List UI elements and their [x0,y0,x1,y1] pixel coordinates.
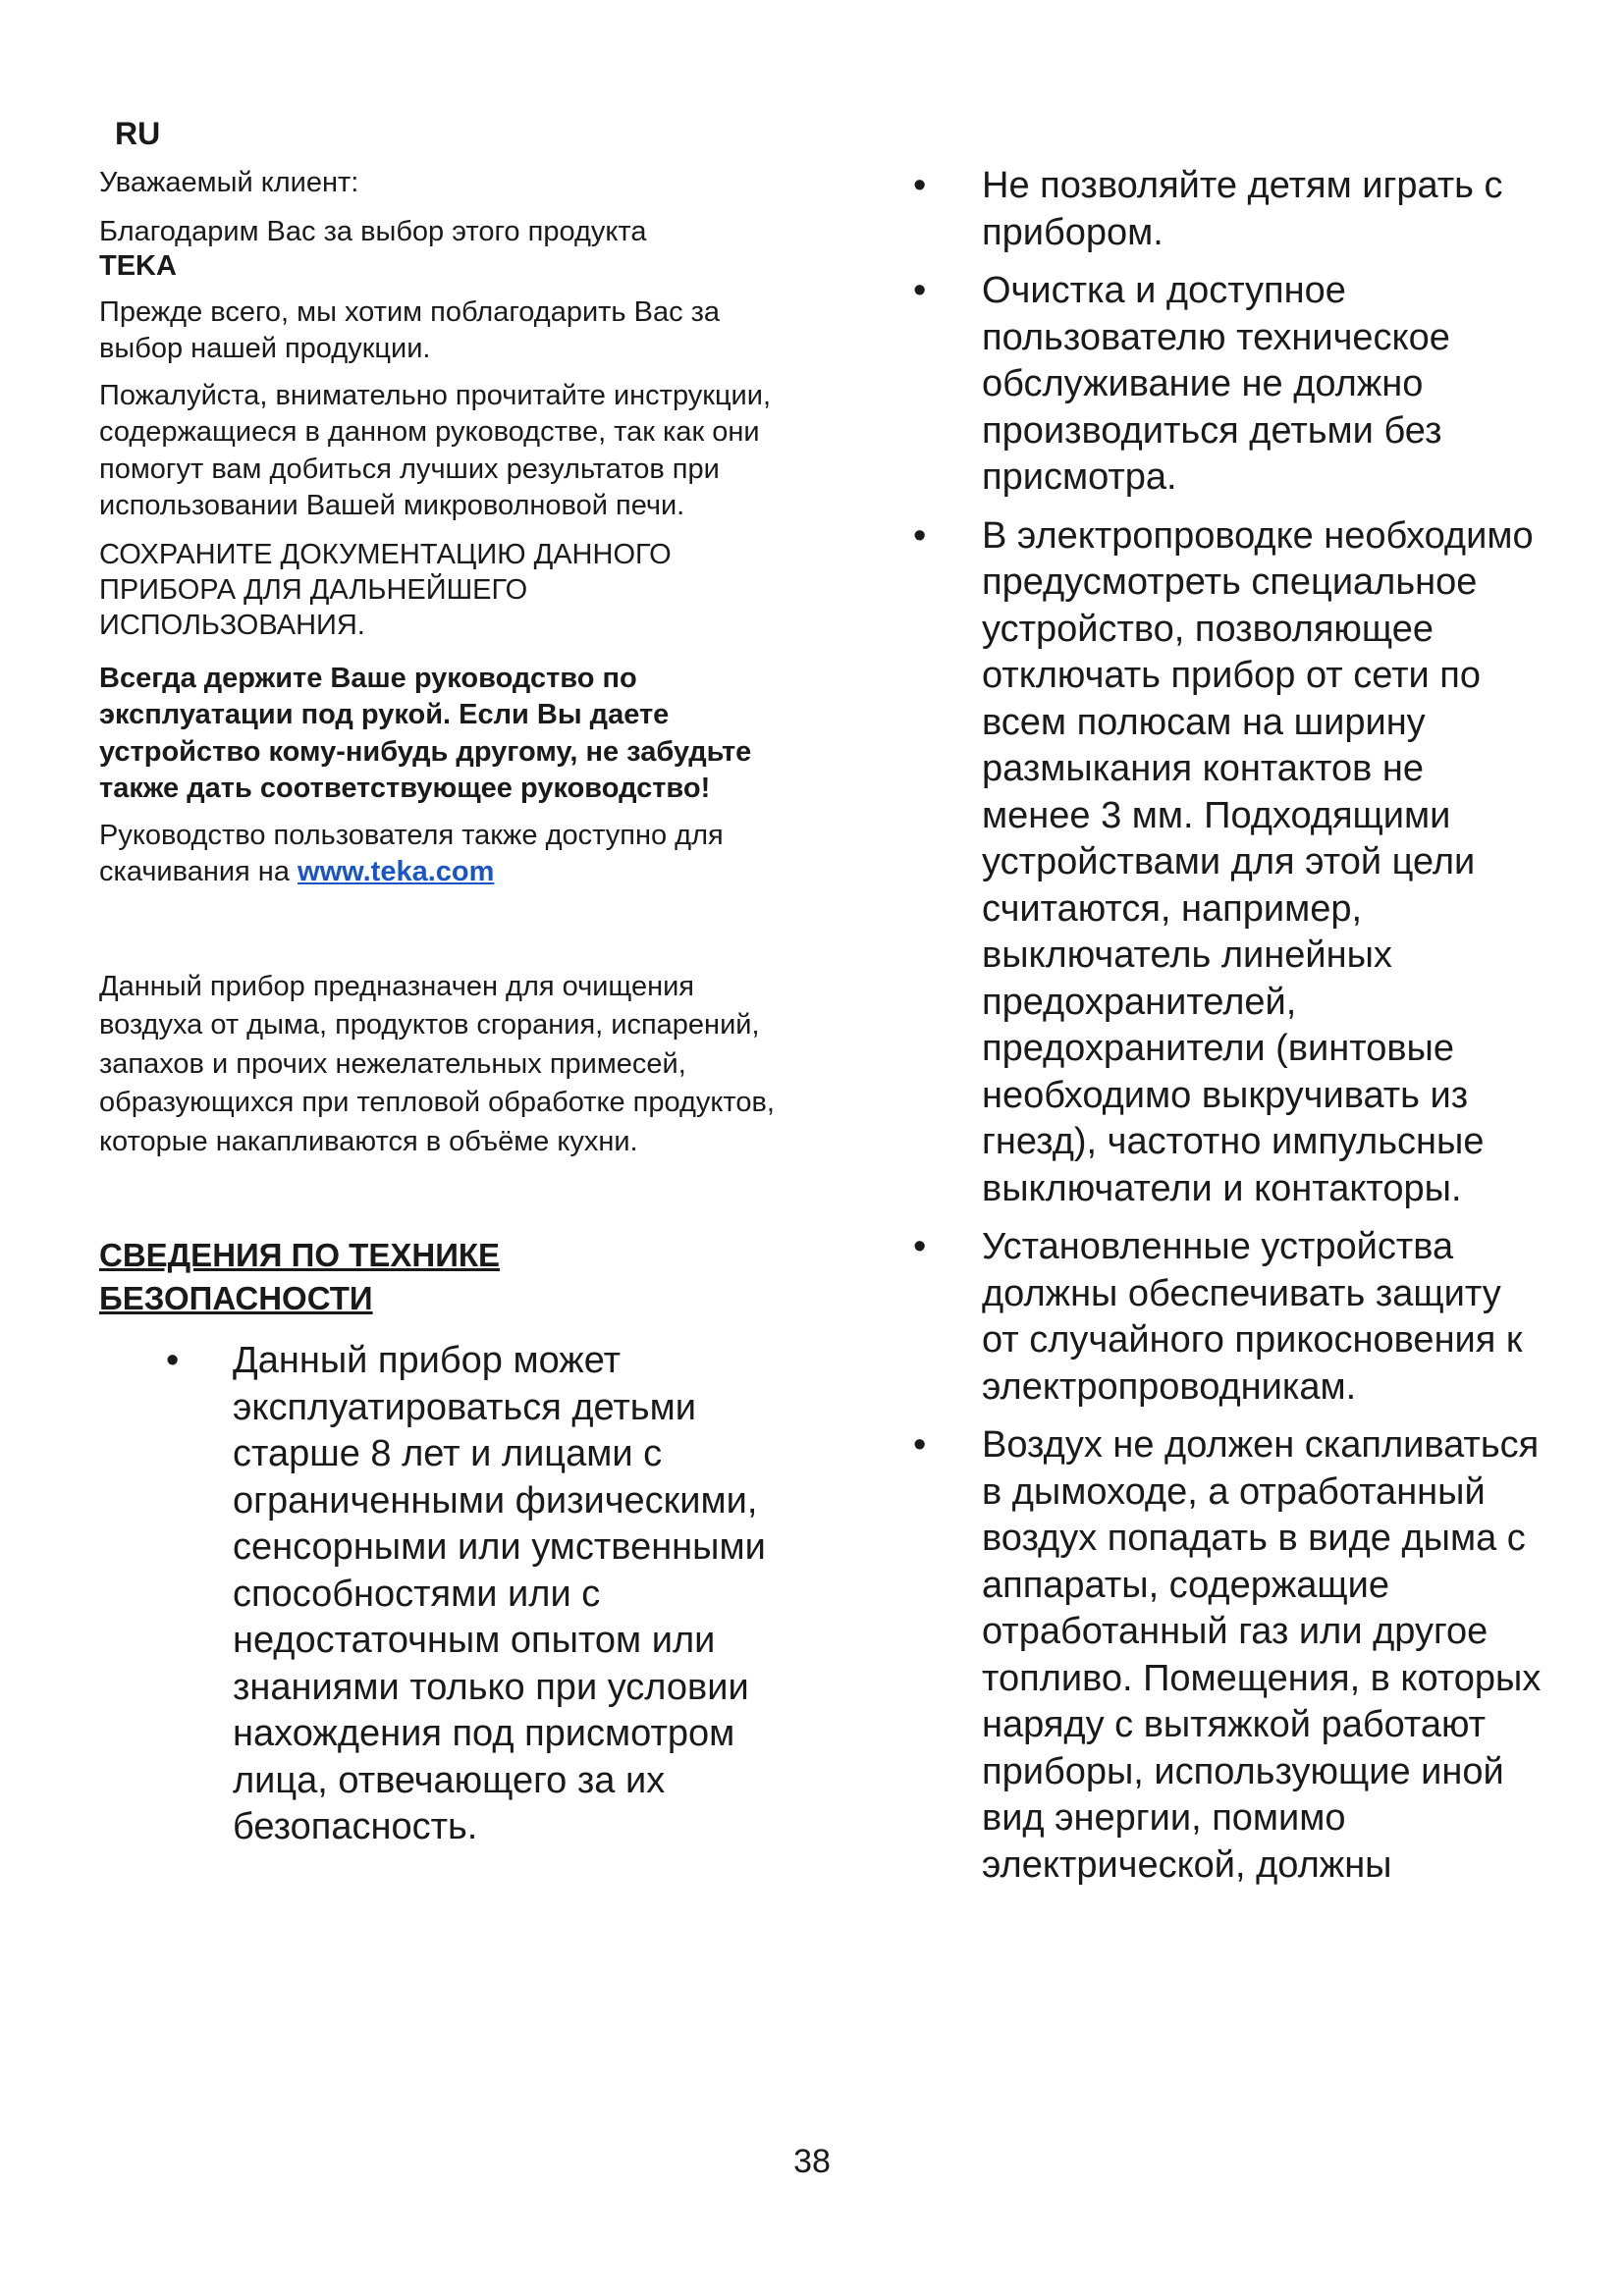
thanks-text: Благодарим Вас за выбор этого продукта [99,215,647,247]
left-column [99,118,786,1851]
bullet-icon: • [913,1226,927,1267]
first-of-all-text: Прежде всего, мы хотим поблагодарить Вас за выбор нашей продукции. [99,295,721,364]
bullet-icon: • [166,1340,180,1381]
keep-manual-text: Всегда держите Ваше руководство по эксплуатации под рукой. Если Вы даете устройство кому-нибудь другому, не забудьте также дать соответствующее руководство! [99,662,752,804]
page-number: 38 [793,2143,831,2180]
list-item [99,1338,786,1851]
safety-list-left [99,1338,786,1851]
list-item [903,1422,1542,1889]
bullet-text: В электропроводке необходимо предусмотреть специальное устройство, позволяющее отключать прибор от сети по всем полюсам на ширину размыкания контактов не менее 3 мм. Подходящими устройствами для этой цели считаются, например, выключатель линейных предохранителей, предохранители (винтовые необходимо выкручивать из гнезд), частотно импульсные выключатели и контакторы. [982,514,1534,1209]
safety-list-right [903,163,1542,1889]
safety-heading-line1: СВЕДЕНИЯ ПО ТЕХНИКЕ [99,1237,501,1273]
greeting: Уважаемый клиент: [99,167,359,198]
list-item [903,163,1542,256]
language-code: RU [115,116,161,151]
list-item [903,1224,1542,1411]
right-column [903,163,1542,1889]
bullet-text: Очистка и доступное пользователю техническое обслуживание не должно производиться детьми без присмотра. [982,270,1450,498]
safety-heading [99,1234,786,1320]
download-text [99,818,786,891]
purpose-text: Данный прибор предназначен для очищения воздуха от дыма, продуктов сгорания, испарений, запахов и прочих нежелательных примесей, образующихся при тепловой обработке продуктов, которые накапливаются в объёме кухни. [99,970,775,1157]
brand-name: TEKA [99,249,177,282]
teka-website-link[interactable]: www.teka.com [298,856,495,887]
save-docs-text: СОХРАНИТЕ ДОКУМЕНТАЦИЮ ДАННОГО ПРИБОРА ДЛЯ ДАЛЬНЕЙШЕГО ИСПОЛЬЗОВАНИЯ. [99,538,672,641]
bullet-text: Данный прибор может эксплуатироваться детьми старше 8 лет и лицами с ограниченными физическими, сенсорными или умственными способностями или с недостаточным опытом или знаниями только при условии нахождения под присмотром лица, отвечающего за их безопасность. [233,1340,766,1847]
download-label: Руководство пользователя также доступно для скачивания на [99,819,724,887]
list-item [903,513,1542,1213]
bullet-text: Не позволяйте детям играть с прибором. [982,165,1503,253]
safety-heading-line2: БЕЗОПАСНОСТИ [99,1280,373,1316]
bullet-icon: • [913,1424,927,1466]
bullet-icon: • [913,514,927,557]
bullet-icon: • [913,270,927,311]
bullet-text: Воздух не должен скапливаться в дымоходе, а отработанный воздух попадать в виде дыма с аппараты, содержащие отработанный газ или другое топливо. Помещения, в которых наряду с вытяжкой работают приборы, использующие иной вид энергии, помимо электрической, должны [982,1424,1542,1886]
bullet-text: Установленные устройства должны обеспечивать защиту от случайного прикосновения к электропроводникам. [982,1226,1523,1408]
bullet-icon: • [913,165,927,206]
list-item [903,268,1542,502]
please-read-text: Пожалуйста, внимательно прочитайте инструкции, содержащиеся в данном руководстве, так как они помогут вам добиться лучших результатов при использовании Вашей микроволновой печи. [99,379,772,521]
